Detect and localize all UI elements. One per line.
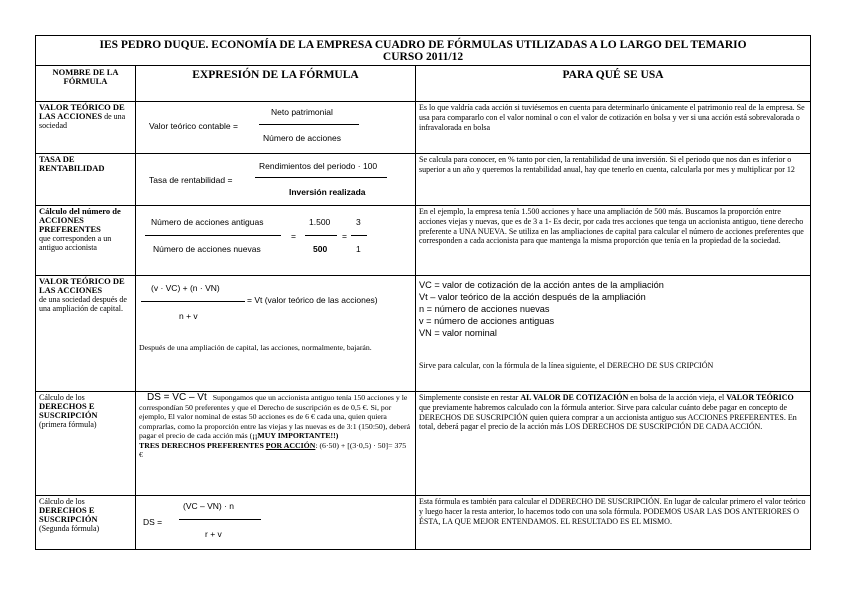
variable-legend (419, 277, 807, 355)
row1-name: VALOR TEÓRICO DE LAS ACCIONES de una sociedad (36, 102, 136, 154)
row4-denominator: n + v (179, 311, 198, 321)
legend-item: v = número de acciones antiguas (419, 316, 555, 326)
row1-numerator: Neto patrimonial (271, 107, 333, 117)
row4-purpose-cell (416, 276, 811, 392)
row5-example: Supongamos que un accionista antiguo tenía 150 acciones y le correspondían 50 preferentes y que el Derecho de suscripción es de 0,5 €. Si, por ejemplo, El valor nominal de estas 50 acciones es de 6 € cada una, quien quiera comprarlas, como la proporción entre las viejas y las nuevas es de 3:1 (150:50), deberá pagar el precio de cada acción más (¡¡MUY IMPORTANTE!!) TRES DERECHOS PREFERENTES POR ACCIÓN: (6·50) + [(3·0,5) · 50]= 375 € (139, 393, 411, 459)
document-title (36, 36, 811, 66)
row4-rhs: = Vt (valor teórico de las acciones) (247, 295, 378, 305)
table-row (36, 276, 811, 392)
table-row (36, 102, 811, 154)
row2-purpose: Se calcula para conocer, en % tanto por cien, la rentabilidad de una inversión. Si el periodo que nos dan es inferior o superior a un año y queremos la rentabilidad anual, hay que tenerlo en cuenta, calcularla por mes y multiplicar por 12 (416, 154, 811, 206)
row6-formula (136, 496, 416, 550)
row4-numerator: (v · VC) + (n · VN) (151, 283, 220, 293)
legend-item: VC = valor de cotización de la acción antes de la ampliación (419, 280, 664, 290)
row6-name: Cálculo de los DERECHOS E SUSCRIPCIÓN (Segunda fórmula) (36, 496, 136, 550)
table-row (36, 154, 811, 206)
row3-d2: 1 (356, 244, 361, 254)
row1-purpose: Es lo que valdría cada acción si tuviésemos en cuenta para determinarlo únicamente el patrimonio real de la empresa. Se usa para compararlo con el valor nominal o con el valor de cotización en bolsa y ver si una acción está sobrevalorada o infravalorada en bolsa (416, 102, 811, 154)
row2-denominator: Inversión realizada (289, 187, 366, 197)
row3-equals-1: = (291, 231, 296, 241)
formula-table (35, 35, 811, 550)
row4-formula (136, 276, 416, 392)
legend-item: VN = valor nominal (419, 328, 497, 338)
title-line-2: CURSO 2011/12 (382, 51, 464, 63)
row6-denominator: r + v (205, 529, 222, 539)
table-row (36, 496, 811, 550)
row2-name: TASA DE RENTABILIDAD (36, 154, 136, 206)
row2-formula (136, 154, 416, 206)
fraction-bar (305, 235, 337, 236)
row3-equals-2: = (342, 231, 347, 241)
row4-purpose: Sirve para calcular, con la fórmula de la línea siguiente, el DERECHO DE SUS CRIPCIÓN (419, 361, 714, 370)
row1-lhs: Valor teórico contable = (149, 121, 238, 131)
fraction-bar (255, 177, 387, 178)
row3-n1: 1.500 (309, 217, 331, 227)
row3-numerator: Número de acciones antiguas (151, 217, 264, 227)
header-expression: EXPRESIÓN DE LA FÓRMULA (136, 66, 416, 102)
header-name: NOMBRE DE LA FÓRMULA (36, 66, 136, 102)
fraction-bar (141, 301, 245, 302)
row6-numerator: (VC – VN) · n (183, 501, 235, 511)
legend-item: n = número de acciones nuevas (419, 304, 550, 314)
fraction-bar (179, 519, 261, 520)
row3-n2: 3 (356, 217, 361, 227)
row1-formula (136, 102, 416, 154)
table-row (36, 206, 811, 276)
row5-formula-text: DS = VC – Vt (147, 392, 207, 403)
fraction-bar (351, 235, 367, 236)
row5-purpose: Simplemente consiste en restar AL VALOR DE COTIZACIÓN en bolsa de la acción vieja, el VALOR TEÓRICO que previamente habremos calculado con la fórmula anterior. Sirve para calcular cuánto debe pagar en concepto de DERECHOS DE SUSCRIPCIÓN quien quiera comprar a un accionista antiguo sus ACCIONES PREFERENTES. En total, deberá pagar el precio de la acción más LOS DERECHOS DE SUSCRIPCIÓN DE CADA ACCIÓN. (416, 392, 811, 496)
table-row (36, 392, 811, 496)
row4-note: Después de una ampliación de capital, las acciones, normalmente, bajarán. (139, 343, 372, 352)
row2-lhs: Tasa de rentabilidad = (149, 175, 233, 185)
header-purpose: PARA QUÉ SE USA (416, 66, 811, 102)
fraction-bar (259, 124, 359, 125)
row3-denominator: Número de acciones nuevas (153, 244, 261, 254)
row3-d1: 500 (313, 244, 328, 254)
row5-formula (136, 392, 416, 496)
row3-purpose: En el ejemplo, la empresa tenía 1.500 acciones y hace una ampliación de 500 más. Buscamos la proporción entre acciones viejas y nuevas, que es de 3 a 1- Es decir, por cada tres acciones que tenga un accionista antiguo, tiene derecho preferente a UNA NUEVA. Se utiliza en las ampliaciones de capital para calcular el número de acciones preferentes que corresponden a cada accionista para que mantenga la misma proporción que tenía en la propiedad de la sociedad. (416, 206, 811, 276)
row3-name: Cálculo del número de ACCIONES PREFERENTES que corresponden a un antiguo accionista (36, 206, 136, 276)
fraction-bar (145, 235, 281, 236)
row6-lhs: DS = (143, 517, 163, 527)
row4-name: VALOR TEÓRICO DE LAS ACCIONES de una sociedad después de una ampliación de capital. (36, 276, 136, 392)
row1-denominator: Número de acciones (263, 133, 341, 143)
row5-name: Cálculo de los DERECHOS E SUSCRIPCIÓN (primera fórmula) (36, 392, 136, 496)
title-line-1: IES PEDRO DUQUE. ECONOMÍA DE LA EMPRESA CUADRO DE FÓRMULAS UTILIZADAS A LO LARGO DEL TEMARIO (99, 39, 747, 51)
row3-formula (136, 206, 416, 276)
legend-item: Vt – valor teórico de la acción después de la ampliación (419, 292, 646, 302)
row6-purpose: Esta fórmula es también para calcular el DDERECHO DE SUSCRIPCIÓN. En lugar de calcular primero el valor teórico y luego hacer la resta anterior, lo hacemos todo con una sola fórmula. PODEMOS USAR LAS DOS ANTERIORES O ÉSTA, LA QUE MEJOR ENTENDAMOS. EL RESULTADO ES EL MISMO. (416, 496, 811, 550)
row2-numerator: Rendimientos del periodo · 100 (259, 161, 378, 171)
